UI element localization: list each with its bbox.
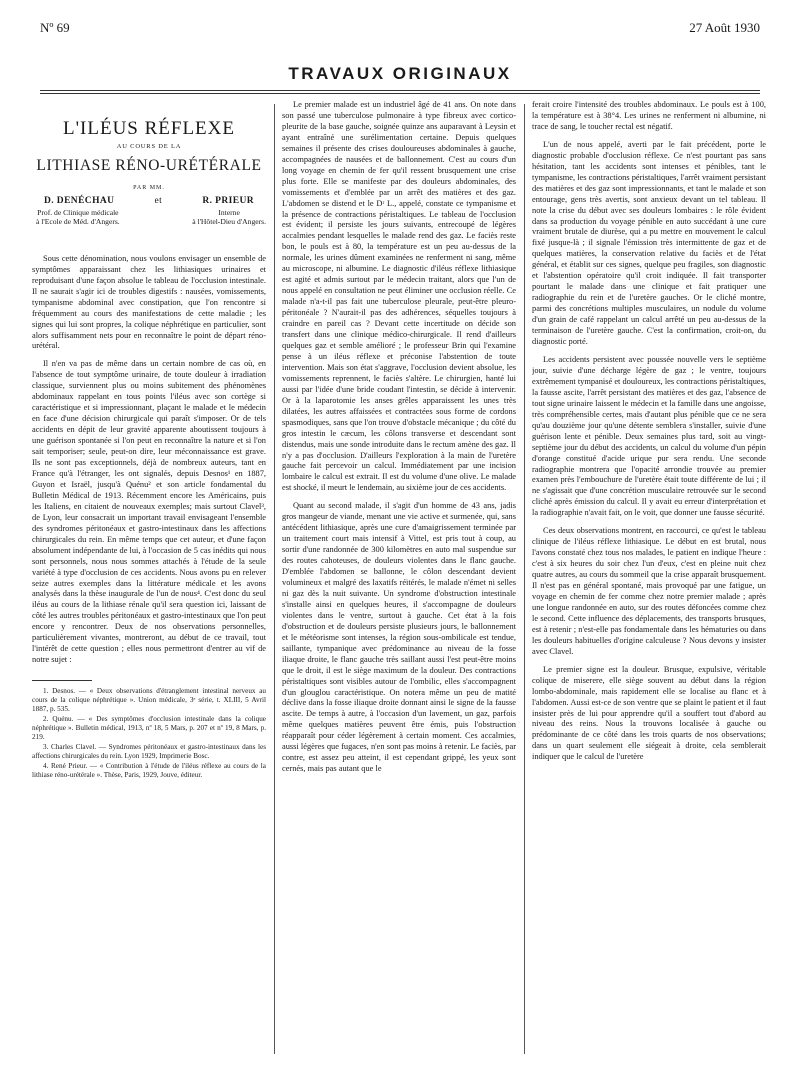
paragraph: Les accidents persistent avec poussée nouvelle vers le septième jour, suivie d'une décharge légère de gaz ; le ventre, toujours extrêmement tympanisé et douloureux, les contractions péristaltiques, la fausse ascite, l'arrêt persistant des matières et des gaz, l'absence de tout signe urinaire laissent le médecin et la famille dans une angoisse, très compréhensible certes, mais d'autant plus pénible que ce ne sera qu'au douzième jour qu'une détente semblera s'installer, suivie d'une guérison lente et pénible. Deux semaines plus tard, soit au vingt-septième jour du début des accidents, un calcul du volume d'un pépin d'orange constitué d'acide urique pur sera rendu. Une seconde radiographie montrera que l'opacité arrondie trouvée au premier examen près l'embouchure de l'uretère était toute différente de lui ; il ne s'agissait que d'une concrétion musculaire retrouvée sur le second cliché après émission du calcul. Il y avait eu erreur d'interprétation et la radiographie n'avait fait, on le voit, que donner une fausse sécurité. <box>532 354 766 518</box>
article-title-line2: LITHIASE RÉNO-URÉTÉRALE <box>36 156 262 174</box>
affiliation-2-line1: Interne <box>218 207 240 217</box>
paragraph: Sous cette dénomination, nous voulons envisager un ensemble de symptômes apparaissant chez les lithiasiques urinaires et reproduisant d'une façon absolue le tableau de l'occlusion intestinale. Il ne saurait s'agir ici de troubles digestifs : nausées, vomissements, tympanisme abdominal avec constipation, que l'on rencontre si fréquemment au cours des manifestations de cette maladie ; les signes qui lui sont propres, la colique néphrétique en particulier, sont alors suffisamment nets pour en reconnaître le point de départ réno-urétéral. <box>32 253 266 351</box>
header-rule-thin <box>40 93 760 94</box>
byline-par: PAR MM. <box>133 184 165 191</box>
column-2 <box>282 100 516 1060</box>
footnote-rule <box>32 680 92 681</box>
paragraph: ferait croire l'intensité des troubles abdominaux. Le pouls est à 100, la température est à 38°4. Les urines ne renferment ni albumine, ni trace de sang, le toucher rectal est négatif. <box>532 100 766 131</box>
article-title-line1: L'ILÉUS RÉFLEXE <box>63 118 235 139</box>
footnote: 3. Charles Clavel. — Syndromes péritonéaux et gastro-intestinaux dans les affections chirurgicales du rein. Lyon 1929, Imprimerie Bosc. <box>32 743 266 761</box>
paragraph: Ces deux observations montrent, en raccourci, ce qu'est le tableau clinique de l'iléus réflexe lithiasique. Le début en est brutal, nous l'avons constaté chez tous nos malades, le patient en indique l'heure : c'est à six heures du soir chez l'un d'eux, c'est en pleine nuit chez quatre autres, au cours du sommeil que la crise apparaît brusquement. Il n'est pas en général spontané, mais provoqué par une fatigue, un voyage en chemin de fer comme chez notre premier malade ; après une longue randonnée en auto, sur des routes défoncées comme chez le second. Cette influence des déplacements, des transports brusques, est à retenir ; n'est-elle pas fondamentale dans les hématuries ou dans les douleurs habituelles d'origine calculeuse ? Nous devons y insister avec Clavel. <box>532 526 766 656</box>
footnote: 1. Desnos. — « Deux observations d'étranglement intestinal nerveux au cours de la colique néphrétique ». Union médicale, 3ᵉ série, t. XLIII, 5 Avril 1887, p. 535. <box>32 687 266 714</box>
author-1: D. DENÉCHAU <box>44 195 115 206</box>
column-1 <box>32 100 266 1060</box>
affiliation-1 <box>36 208 120 226</box>
paragraph: Quant au second malade, il s'agit d'un homme de 43 ans, jadis gros mangeur de viande, menant une vie active et surmenée, qui, sans antécédent lithiasique, après une cure d'amaigrissement terminée par un traitement court mais intensif à Vittel, est pris tout à coup, au sortir d'une randonnée de 300 kilomètres en auto mal suspendue sur des routes cahoteuses, de douleurs violentes dans le flanc gauche. D'emblée l'abdomen se ballonne, le côlon descendant devient volumineux et malgré des laxatifs réitérés, le malade n'émet ni selles ni gaz dès la nuit suivante. Un syndrome d'obstruction intestinale s'installe ainsi en quelques heures, il s'accompagne de douleurs violentes dans le ventre, surtout à gauche. Cet état à la fois d'obstruction et de douleurs persiste plusieurs jours, le ballonnement et le météorisme sont intenses, la région sous-ombilicale est tendue, saillante, tympanique avec prédominance au niveau de la fosse iliaque droite, le flanc gauche très saillant aussi l'est peut-être moins que le droit, il est le siège maximum de la douleur. Des contractions péristaltiques sont visibles autour de l'ombilic, elles s'accompagnent d'un glouglou caractéristique. On notera même un peu de matité déclive dans la fosse iliaque droite donnant ainsi le signe de la fausse ascite. De temps à autre, à l'occasion d'un lavement, un gaz, parfois même quelques matières peuvent être émis, puis l'obstruction réapparaît pour céder légèrement à certain moment. Ces accalmies, aussi légères que fugaces, n'en sont pas moins à retenir. Le faciès, par contre, est assez peu atteint, il est cependant grippé, les yeux sont cernés, mais pas autant que le <box>282 501 516 774</box>
paragraph: Le premier malade est un industriel âgé de 41 ans. On note dans son passé une tuberculose pulmonaire à type fibreux avec cortico-pleurite de la base gauche, soignée quinze ans auparavant à Leysin et ayant entraîné une surélimentation certaine. Depuis quelques semaines il présente des crises douloureuses abdominales à gauche, accompagnées de nausées et de ballonnement. C'est au cours d'un long voyage en chemin de fer qu'il ressent brusquement une crise plus forte. Elle se manifeste par des douleurs abdominales, des vomissements et d'emblée par un arrêt des matières et des gaz. L'abdomen se distend et le Dʳ L., appelé, constate ce tympanisme et la présence de contractions péristaltiques. Le tableau de l'occlusion est évident; il persiste les jours suivants, entrecoupé de légères accalmies pendant lesquelles le malade rend des gaz. Le faciès reste bon, le pouls est à 80, la température est un peu au-dessus de la normale, les urines dûment examinées ne renferment ni sang, même au microscope, ni albumine. Le diagnostic d'iléus réflexe lithiasique est agité et admis surtout par le médecin traitant, alors que l'un de nous appelé en consultation ne peut éliminer une occlusion réelle. Ce malade n'a-t-il pas fait une tuberculose pleurale, peut-être pleuro-péritonéale ? N'aurait-il pas des adhérences, séquelles toujours à craindre en pareil cas ? Devant cette incertitude on décide son transfert dans une clinique médico-chirurgicale. Il rend d'ailleurs quelques gaz et semble amélioré ; le professeur Brin qui l'examine pense à un iléus réflexe et préconise l'abstention de toute intervention. Mais son état s'aggrave, l'occlusion devient absolue, les vomissements reprennent, le faciès s'altère. Le chirurgien, hanté lui aussi par l'idée d'une bride coudant l'intestin, se décide à intervenir. Or à la laparotomie les anses grêles apparaissent les unes très dilatées, les autres affaissées et contractées sous forme de cordons spasmodiques, sans que l'on trouve d'obstacle mécanique ; du côté du gros intestin le cæcum, les côlons transverse et descendant sont distendus, mais une sonde introduite dans le rectum amène des gaz. Il n'y a pas d'occlusion. D'ailleurs l'exploration à la main de l'uretère gauche fait percevoir un calcul. Immédiatement par une incision lombaire le calcul est extrait. Il est du volume d'une olive. Le malade est shocké, il meurt le lendemain, au sixième jour de ces accidents. <box>282 100 516 493</box>
affiliation-2 <box>192 208 266 226</box>
author-join: et <box>154 195 163 206</box>
author-2: R. PRIEUR <box>202 195 254 206</box>
footnote: 2. Quénu. — « Des symptômes d'occlusion intestinale dans la colique néphrétique ». Bulletin médical, 1913, nº 18, 5 Mars, p. 207 et nº 19, 8 Mars, p. 219. <box>32 715 266 742</box>
affiliation-2-line2: à l'Hôtel-Dieu d'Angers. <box>192 216 266 226</box>
affiliation-1-line1: Prof. de Clinique médicale <box>37 207 119 217</box>
header-rule <box>40 90 760 91</box>
article-subtitle: AU COURS DE LA <box>116 143 182 150</box>
paragraph: Le premier signe est la douleur. Brusque, expulsive, véritable colique de miserere, elle siège souvent au début dans la région lombo-abdominale, mais rapidement elle se localise au flanc et à l'abdomen. Aussi est-ce de son ventre que se plaint le patient et il faut insister près de lui pour apprendre qu'il a souffert tout d'abord au niveau des reins. Nous la trouvons localisée à gauche ou prédominante de ce côté dans les trois quarts de nos observations; dans un quart seulement elle siégeait à droite, cela semblerait indiquer que le calcul de l'uretère <box>532 664 766 762</box>
column-divider <box>274 104 275 1054</box>
affiliations <box>32 208 266 226</box>
footnote: 4. René Prieur. — « Contribution à l'étude de l'iléus réflexe au cours de la lithiase réno-urétérale ». Thèse, Paris, 1929, Jouve, éditeur. <box>32 762 266 780</box>
authors <box>32 196 266 207</box>
column-3 <box>532 100 766 1060</box>
column-divider <box>524 104 525 1054</box>
affiliation-1-line2: à l'Ecole de Méd. d'Angers. <box>36 216 120 226</box>
page-number: Nº 69 <box>40 20 70 35</box>
article-heading <box>32 118 266 226</box>
paragraph: Il n'en va pas de même dans un certain nombre de cas où, en l'absence de tout symptôme urinaire, de toute douleur à irradiation classique, surviennent plus ou moins subitement des phénomènes abdominaux rappelant en tous points l'iléus avec son cortège si caractéristique et si impressionnant, plaçant le malade et le médecin en face d'une décision chirurgicale qui paraît s'imposer. Or de tels accidents en dépit de leur gravité apparente aboutissent toujours à une guérison spontanée si l'on peut en reconnaître la nature et si l'on sait temporiser; seule, peut-on dire, leur méconnaissance est grave. Ils ne sont pas exceptionnels, déjà de nombreux auteurs, tant en France qu'à l'étranger, les ont signalés, depuis Desnos¹ en 1887, Guyon et Israël, jusqu'à Quénu² et son article fondamental du Bulletin Médical de 1913. Récemment encore les Américains, puis les Italiens, en citaient de nouveaux exemples; mais surtout Clavel³, de Lyon, leur consacrait un important travail envisageant l'ensemble des syndromes péritonéaux et gastro-intestinaux dans les affections chirurgicales du rein. En même temps que cet auteur, et d'une façon absolument indépendante de lui, à l'occasion de 5 cas inédits qui nous sont personnels, nous nous sommes attachés à l'étude de la seule variété à type d'occlusion de ces accidents. Nous avons pu en relever seize autres exemples dans la littérature médicale et les avons analysés dans la thèse inaugurale de l'un de nous⁴. C'est donc du seul iléus au cours de la lithiase rénale qu'il sera question ici, laissant de côté les autres troubles péritonéaux et gastro-intestinaux que l'on peut encore y rencontrer. Deux de nos observations personnelles, particulièrement vivantes, montreront, au début de ce travail, tout l'intérêt de cette question ; elles nous permettront d'entrer au vif de notre sujet : <box>32 359 266 665</box>
paragraph: L'un de nous appelé, averti par le fait précédent, porte le diagnostic probable d'occlusion réflexe. Ce n'est pourtant pas sans hésitation, tant les accidents sont intenses et pénibles, tant le tympanisme, les contractions péristaltiques, l'arrêt vraiment persistant des matières et des gaz sont impressionnants, et tant le malade et son entourage, gens très avertis, sont anxieux devant un tel tableau. Il note la crise du début avec ses douleurs lombaires : le rôle évident dans sa production du voyage pénible en auto succédant à une cure vraiment brutale de diurèse, qui a pu mettre en mouvement le calcul fixé jusque-là ; il signale l'émission très intermittente de gaz et de quelques matières, la conservation relative du faciès et de l'état général, et établit sur ces signes, quelque peu fragiles, son diagnostic et l'abstention opératoire qu'il croit indiquée. Il fait transporter pourtant le malade dans une clinique et fait pratiquer une radiographie du rein et de l'uretère gauches. Or le cliché montre, parmi des concrétions multiples musculaires, un nodule du volume d'un grain de café rappelant un calcul arrêté un peu au-dessus de la terminaison de l'uretère gauche. C'est la confirmation, croit-on, du diagnostic porté. <box>532 139 766 347</box>
section-title: TRAVAUX ORIGINAUX <box>288 64 512 83</box>
issue-date: 27 Août 1930 <box>689 20 760 35</box>
running-head <box>40 20 760 36</box>
